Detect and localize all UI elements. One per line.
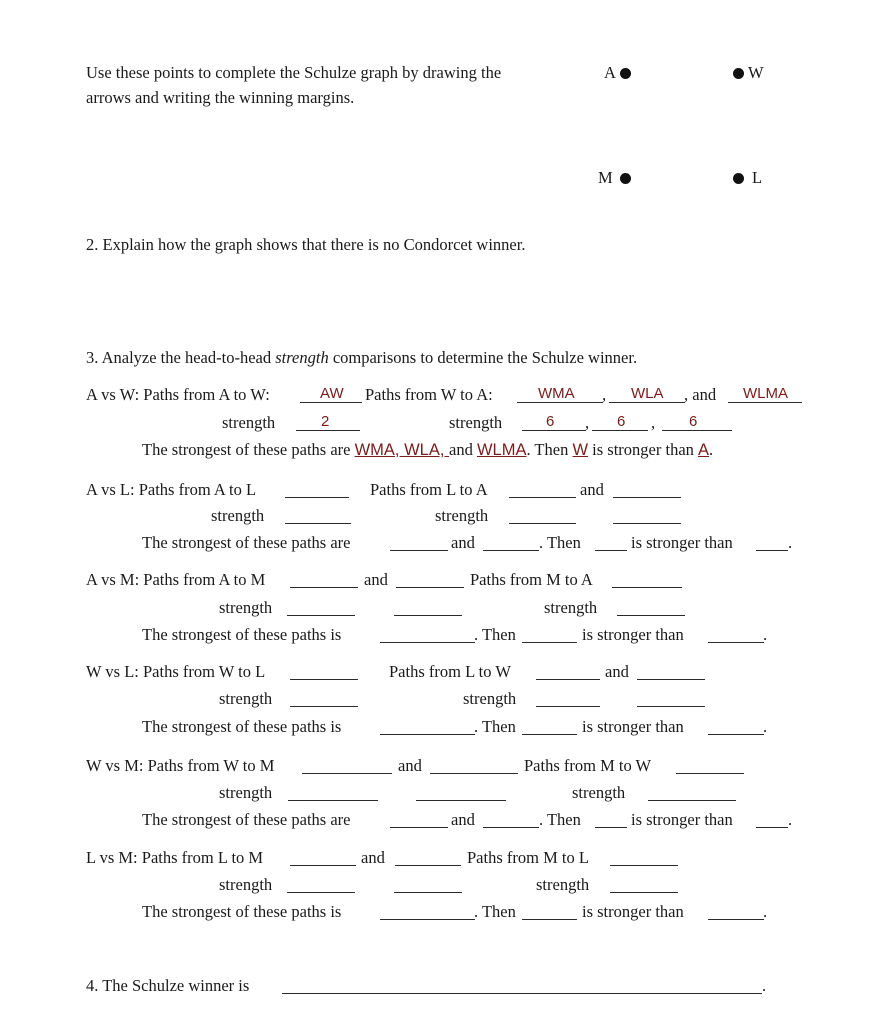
wm-label: W vs M: Paths from W to M bbox=[86, 756, 275, 775]
wm-and: and bbox=[398, 756, 422, 775]
am-str-a1-blank[interactable] bbox=[287, 615, 355, 616]
wl-label: W vs L: Paths from W to L bbox=[86, 662, 266, 681]
lm-label: L vs M: Paths from L to M bbox=[86, 848, 264, 867]
wm-loser-blank[interactable] bbox=[756, 827, 788, 828]
am-strength-a-label: strength bbox=[219, 598, 273, 617]
question-3 bbox=[86, 348, 637, 368]
al-str-l2-blank[interactable] bbox=[613, 523, 681, 524]
al-concl-and: and bbox=[451, 533, 475, 552]
lm-conclusion: The strongest of these paths is bbox=[142, 902, 342, 921]
wm-concl-stronger: is stronger than bbox=[631, 810, 733, 829]
aw-concl-and: and bbox=[449, 440, 477, 459]
aw-path-w1: WMA bbox=[538, 385, 575, 402]
aw-mid: Paths from W to A: bbox=[365, 385, 493, 404]
lm-str-l1-blank[interactable] bbox=[287, 892, 355, 893]
q4-period: . bbox=[762, 976, 767, 995]
aw-path-w2: WLA bbox=[631, 385, 664, 402]
aw-conclusion bbox=[142, 440, 713, 460]
aw-concl-prefix: The strongest of these paths are bbox=[142, 440, 355, 459]
al-mid: Paths from L to A bbox=[370, 480, 488, 499]
al-winner-blank[interactable] bbox=[595, 550, 627, 551]
am-conclusion: The strongest of these paths is bbox=[142, 625, 342, 644]
wm-concl-then: . Then bbox=[539, 810, 581, 829]
wl-mid: Paths from L to W bbox=[389, 662, 511, 681]
wl-str-l1-blank[interactable] bbox=[536, 706, 600, 707]
wl-str-w-blank[interactable] bbox=[290, 706, 358, 707]
lm-str-l2-blank[interactable] bbox=[394, 892, 462, 893]
aw-str-a: 2 bbox=[321, 413, 330, 430]
intro-line-2: arrows and writing the winning margins. bbox=[86, 88, 355, 107]
al-concl-then: . Then bbox=[539, 533, 581, 552]
al-and: and bbox=[580, 480, 604, 499]
aw-concl-then: . Then bbox=[526, 440, 573, 459]
aw-concl-winner: W bbox=[572, 441, 589, 459]
al-strength-a-label: strength bbox=[211, 506, 265, 525]
am-path-a1-blank[interactable] bbox=[290, 587, 358, 588]
aw-and: , and bbox=[684, 385, 717, 404]
lm-and: and bbox=[361, 848, 385, 867]
am-concl-path-blank[interactable] bbox=[380, 642, 475, 643]
lm-loser-blank[interactable] bbox=[708, 919, 764, 920]
point-m-dot bbox=[620, 173, 631, 184]
lm-path-m-blank[interactable] bbox=[610, 865, 678, 866]
aw-str-comma-2: , bbox=[651, 413, 656, 432]
aw-path-a: AW bbox=[320, 385, 344, 402]
am-str-a2-blank[interactable] bbox=[394, 615, 462, 616]
am-path-a2-blank[interactable] bbox=[396, 587, 464, 588]
aw-str-w1: 6 bbox=[546, 413, 555, 430]
wm-strength-m-label: strength bbox=[572, 783, 626, 802]
lm-strength-l-label: strength bbox=[219, 875, 273, 894]
question-2: 2. Explain how the graph shows that there is no Condorcet winner. bbox=[86, 235, 526, 254]
am-period: . bbox=[763, 625, 768, 644]
wl-path-l2-blank[interactable] bbox=[637, 679, 705, 680]
aw-strength-a-label: strength bbox=[222, 413, 276, 432]
point-l-dot bbox=[733, 173, 744, 184]
am-label: A vs M: Paths from A to M bbox=[86, 570, 266, 589]
am-path-m-blank[interactable] bbox=[612, 587, 682, 588]
wm-strength-w-label: strength bbox=[219, 783, 273, 802]
wm-str-w2-blank[interactable] bbox=[416, 800, 506, 801]
q3-prefix: 3. Analyze the head-to-head bbox=[86, 348, 276, 367]
wm-path-m-blank[interactable] bbox=[676, 773, 744, 774]
wl-and: and bbox=[605, 662, 629, 681]
aw-path-w3: WLMA bbox=[743, 385, 788, 402]
lm-period: . bbox=[763, 902, 768, 921]
aw-str-w3: 6 bbox=[689, 413, 698, 430]
wl-path-l1-blank[interactable] bbox=[536, 679, 600, 680]
am-strength-m-label: strength bbox=[544, 598, 598, 617]
am-concl-stronger: is stronger than bbox=[582, 625, 684, 644]
aw-str-w2: 6 bbox=[617, 413, 626, 430]
lm-path-l2-blank[interactable] bbox=[395, 865, 461, 866]
al-str-a-blank[interactable] bbox=[285, 523, 351, 524]
lm-concl-then: . Then bbox=[474, 902, 516, 921]
am-mid: Paths from M to A bbox=[470, 570, 593, 589]
wl-winner-blank[interactable] bbox=[522, 734, 577, 735]
point-w-dot bbox=[733, 68, 744, 79]
q3-emphasis: strength bbox=[275, 348, 329, 367]
am-loser-blank[interactable] bbox=[708, 642, 764, 643]
lm-concl-stronger: is stronger than bbox=[582, 902, 684, 921]
q3-suffix: comparisons to determine the Schulze winner. bbox=[328, 348, 638, 367]
wl-concl-then: . Then bbox=[474, 717, 516, 736]
am-and: and bbox=[364, 570, 388, 589]
aw-strength-w-label: strength bbox=[449, 413, 503, 432]
al-path-l2-blank[interactable] bbox=[613, 497, 681, 498]
wm-concl-path1-blank[interactable] bbox=[390, 827, 448, 828]
am-str-m-blank[interactable] bbox=[617, 615, 685, 616]
schulze-winner-blank[interactable] bbox=[282, 993, 762, 994]
point-w-label: W bbox=[748, 63, 764, 82]
al-str-l1-blank[interactable] bbox=[509, 523, 576, 524]
wm-period: . bbox=[788, 810, 793, 829]
aw-label: A vs W: Paths from A to W: bbox=[86, 385, 270, 404]
aw-concl-path3: WLMA bbox=[476, 441, 527, 459]
aw-concl-period: . bbox=[709, 440, 714, 459]
intro-line-1: Use these points to complete the Schulze graph by drawing the bbox=[86, 63, 502, 82]
al-concl-path1-blank[interactable] bbox=[390, 550, 448, 551]
wm-mid: Paths from M to W bbox=[524, 756, 652, 775]
point-l-label: L bbox=[752, 168, 763, 187]
wl-loser-blank[interactable] bbox=[708, 734, 764, 735]
lm-concl-path-blank[interactable] bbox=[380, 919, 475, 920]
lm-mid: Paths from M to L bbox=[467, 848, 589, 867]
al-concl-path2-blank[interactable] bbox=[483, 550, 539, 551]
al-concl-stronger: is stronger than bbox=[631, 533, 733, 552]
aw-concl-is: is stronger than bbox=[588, 440, 699, 459]
wl-period: . bbox=[763, 717, 768, 736]
aw-str-comma-1: , bbox=[585, 413, 590, 432]
wl-strength-l-label: strength bbox=[463, 689, 517, 708]
wl-path-w-blank[interactable] bbox=[290, 679, 358, 680]
point-a-label: A bbox=[604, 63, 616, 82]
al-path-l1-blank[interactable] bbox=[509, 497, 576, 498]
point-m-label: M bbox=[598, 168, 613, 187]
wm-path-w1-blank[interactable] bbox=[302, 773, 392, 774]
wm-path-w2-blank[interactable] bbox=[430, 773, 518, 774]
wl-str-l2-blank[interactable] bbox=[637, 706, 705, 707]
lm-str-m-blank[interactable] bbox=[610, 892, 678, 893]
al-path-a-blank[interactable] bbox=[285, 497, 349, 498]
wm-conclusion: The strongest of these paths are bbox=[142, 810, 351, 829]
question-4: 4. The Schulze winner is bbox=[86, 976, 250, 995]
al-label: A vs L: Paths from A to L bbox=[86, 480, 257, 499]
wm-str-m-blank[interactable] bbox=[648, 800, 736, 801]
lm-path-l1-blank[interactable] bbox=[290, 865, 356, 866]
wm-winner-blank[interactable] bbox=[595, 827, 627, 828]
wl-conclusion: The strongest of these paths is bbox=[142, 717, 342, 736]
aw-concl-paths: WMA, WLA, bbox=[354, 441, 450, 459]
wm-str-w1-blank[interactable] bbox=[288, 800, 378, 801]
al-conclusion: The strongest of these paths are bbox=[142, 533, 351, 552]
lm-winner-blank[interactable] bbox=[522, 919, 577, 920]
al-period: . bbox=[788, 533, 793, 552]
wm-concl-path2-blank[interactable] bbox=[483, 827, 539, 828]
al-loser-blank[interactable] bbox=[756, 550, 788, 551]
wm-concl-and: and bbox=[451, 810, 475, 829]
wl-concl-path-blank[interactable] bbox=[380, 734, 475, 735]
aw-concl-loser: A bbox=[698, 441, 710, 459]
wl-concl-stronger: is stronger than bbox=[582, 717, 684, 736]
point-a-dot bbox=[620, 68, 631, 79]
lm-strength-m-label: strength bbox=[536, 875, 590, 894]
am-concl-then: . Then bbox=[474, 625, 516, 644]
aw-comma: , bbox=[602, 385, 607, 404]
wl-strength-w-label: strength bbox=[219, 689, 273, 708]
al-strength-l-label: strength bbox=[435, 506, 489, 525]
am-winner-blank[interactable] bbox=[522, 642, 577, 643]
